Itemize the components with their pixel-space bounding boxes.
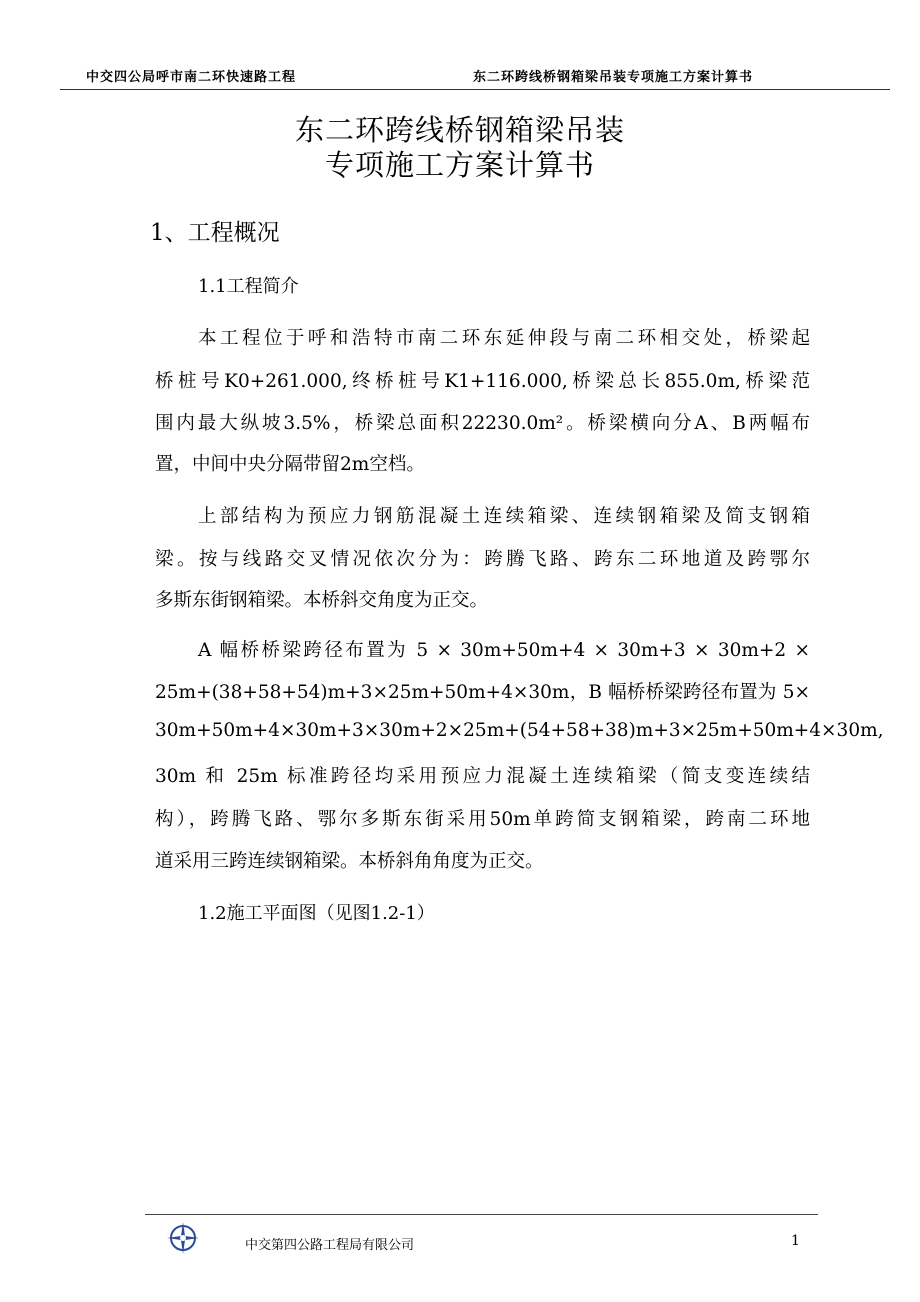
- doc-title-line2: 专项施工方案计算书: [324, 148, 595, 182]
- footer-company: 中交第四公路工程局有限公司: [245, 1238, 415, 1253]
- paragraph-3-line: 构），跨腾飞路、鄂尔多斯东街采用50m单跨简支钢箱梁，跨南二环地: [155, 809, 810, 830]
- section-heading: 1、工程概况: [150, 220, 280, 246]
- subsection-heading-1-1: 1.1工程简介: [198, 276, 299, 297]
- paragraph-3-line: 25m+(38+58+54)m+3×25m+50m+4×30m，B 幅桥桥梁跨径布置为 5×: [155, 682, 810, 703]
- page-number: 1: [791, 1233, 800, 1249]
- doc-title-line1: 东二环跨线桥钢箱梁吊装: [294, 113, 625, 147]
- subsection-heading-1-2: 1.2施工平面图（见图1.2-1）: [198, 903, 435, 924]
- paragraph-3-line: 道采用三跨连续钢箱梁。本桥斜角角度为正交。: [155, 851, 544, 872]
- header-divider: [60, 89, 890, 90]
- footer-divider: [145, 1214, 818, 1215]
- header-right: 东二环跨线桥钢箱梁吊装专项施工方案计算书: [473, 70, 754, 85]
- paragraph-1-line: 围内最大纵坡3.5%，桥梁总面积22230.0m²。桥梁横向分A、B两幅布: [155, 413, 810, 434]
- paragraph-3-line: 30m+50m+4×30m+3×30m+2×25m+(54+58+38)m+3×25m+50m+4×30m,: [155, 720, 884, 741]
- header-left: 中交四公局呼市南二环快速路工程: [86, 70, 297, 85]
- paragraph-1-line: 本工程位于呼和浩特市南二环东延伸段与南二环相交处，桥梁起: [198, 328, 810, 349]
- paragraph-2-line: 上部结构为预应力钢筋混凝土连续箱梁、连续钢箱梁及简支钢箱: [198, 506, 810, 527]
- paragraph-1-line: 置，中间中央分隔带留2m空档。: [155, 454, 425, 475]
- paragraph-1-line: 桥桩号K0+261.000,终桥桩号K1+116.000,桥梁总长855.0m,桥梁范: [155, 371, 810, 392]
- paragraph-2-line: 多斯东街钢箱梁。本桥斜交角度为正交。: [155, 590, 489, 611]
- company-logo-icon: [166, 1221, 200, 1255]
- paragraph-3-line: A 幅桥桥梁跨径布置为 5 × 30m+50m+4 × 30m+3 × 30m+2 ×: [198, 640, 810, 661]
- paragraph-2-line: 梁。按与线路交叉情况依次分为：跨腾飞路、跨东二环地道及跨鄂尔: [155, 549, 810, 570]
- paragraph-3-line: 30m 和 25m 标准跨径均采用预应力混凝土连续箱梁（简支变连续结: [155, 766, 810, 787]
